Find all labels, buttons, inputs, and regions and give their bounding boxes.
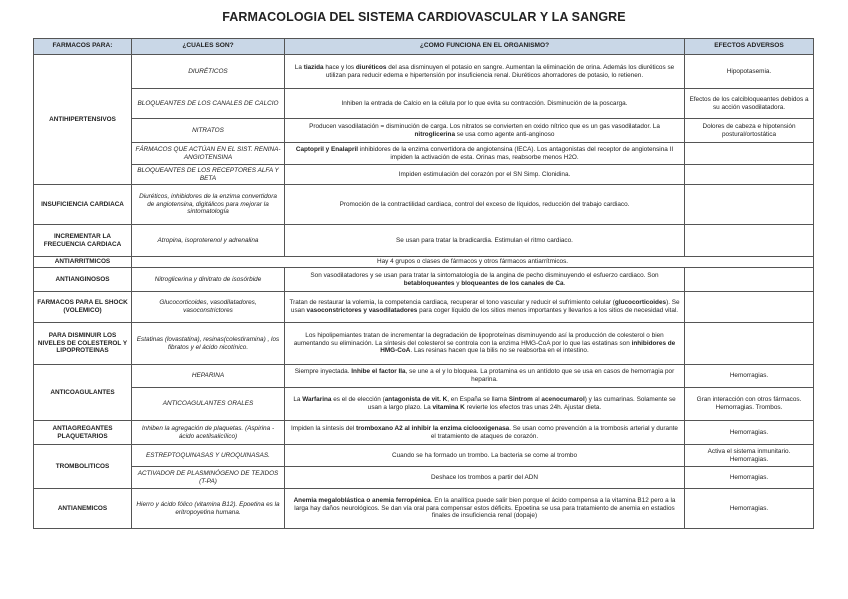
effects-anticoagulantes-orales: Gran interacción con otros fármacos. Hemorragias. Trombos. bbox=[685, 388, 814, 421]
desc-bloqueantes-calcio: Inhiben la entrada de Calcio en la célula por lo que evita su contracción. Disminución de la poscarga. bbox=[285, 89, 685, 119]
table-row bbox=[34, 489, 814, 529]
table-row bbox=[34, 388, 814, 421]
drug-insuficiencia: Diuréticos, inhibidores de la enzima convertidora de angiotensina, digitálicos para mejorar la sintomatología bbox=[132, 185, 285, 225]
drug-antiagregantes: Inhiben la agregación de plaquetas. (Aspirina - ácido acetilsalicílico) bbox=[132, 421, 285, 445]
effects-shock bbox=[685, 292, 814, 323]
effects-renina-angiotensina bbox=[685, 143, 814, 165]
effects-nitratos: Dolores de cabeza e hipotensión postural/ortostática bbox=[685, 119, 814, 143]
desc-shock: Tratan de restaurar la volemia, la competencia cardiaca, recuperar el tono vascular y reducir el sufrimiento celular (glucocorticoides). Se usan vasoconstrictores y vasodilatadores para coger líquido de los sitios menos importantes y llevarlos a los sitios de necesidad vital. bbox=[285, 292, 685, 323]
desc-colesterol: Los hipolipemiantes tratan de incrementar la degradación de lipoproteínas disminuyendo así la producción de colesterol o bien aumentando su eliminación. La síntesis del colesterol se controla con la enzima HMG-CoA por lo que las estatinas son inhibidores de HMG-CoA. Las resinas hacen que la bilis no se reabsorba en el intestino. bbox=[285, 323, 685, 365]
desc-estreptoquinasas: Cuando se ha formado un trombo. La bacteria se come al trombo bbox=[285, 445, 685, 467]
desc-insuficiencia: Promoción de la contractilidad cardiaca, control del exceso de líquidos, reducción del trabajo cardiaco. bbox=[285, 185, 685, 225]
category-antiarritmicos: ANTIARRITMICOS bbox=[34, 257, 132, 268]
effects-alfa-beta bbox=[685, 165, 814, 185]
desc-alfa-beta: Impiden estimulación del corazón por el SN Simp. Clonidina. bbox=[285, 165, 685, 185]
effects-estreptoquinasas: Activa el sistema inmunitario. Hemorragias. bbox=[685, 445, 814, 467]
page-title: FARMACOLOGIA DEL SISTEMA CARDIOVASCULAR Y LA SANGRE bbox=[222, 10, 626, 24]
table-row bbox=[34, 268, 814, 292]
effects-colesterol bbox=[685, 323, 814, 365]
table-row bbox=[34, 467, 814, 489]
drug-shock: Glucocorticoides, vasodilatadores, vasoconstrictores bbox=[132, 292, 285, 323]
desc-diureticos: La tiazida hace y los diuréticos del asa disminuyen el potasio en sangre. Aumentan la eliminación de orina. Además los diuréticos se utilizan para reducir edema e hipertensión por insuficiencia renal. Diuréticos ahorradores de potasio, lo retienen. bbox=[285, 55, 685, 89]
category-antiagregantes: ANTIAGREGANTES PLAQUETARIOS bbox=[34, 421, 132, 445]
drug-diureticos: DIURÉTICOS bbox=[132, 55, 285, 89]
desc-antiarritmicos: Hay 4 grupos o clases de fármacos y otros fármacos antiarrítmicos. bbox=[132, 257, 814, 268]
desc-nitratos: Producen vasodilatación = disminución de carga. Los nitratos se convierten en oxido nítrico que es un gas vasodilatador. La nitroglicerina se usa como agente anti-anginoso bbox=[285, 119, 685, 143]
table-row bbox=[34, 257, 814, 268]
drug-antianginosos: Nitroglicerina y dinitrato de isosórbide bbox=[132, 268, 285, 292]
desc-heparina: Siempre inyectada. Inhibe el factor IIa, se une a el y lo bloquea. La protamina es un antídoto que se usa en casos de hemorragia por heparina. bbox=[285, 365, 685, 388]
drug-colesterol: Estatinas (lovastatina), resinas(colestiramina) , los fibratos y el ácido nicotínico. bbox=[132, 323, 285, 365]
header-efectos-adversos: EFECTOS ADVERSOS bbox=[685, 39, 814, 55]
table-row bbox=[34, 89, 814, 119]
category-anticoagulantes: ANTICOAGULANTES bbox=[34, 365, 132, 421]
drug-heparina: HEPARINA bbox=[132, 365, 285, 388]
effects-antianginosos bbox=[685, 268, 814, 292]
effects-heparina: Hemorragias. bbox=[685, 365, 814, 388]
effects-antianemicos: Hemorragias. bbox=[685, 489, 814, 529]
drug-frecuencia: Atropina, isoproterenol y adrenalina bbox=[132, 225, 285, 257]
table-row bbox=[34, 165, 814, 185]
desc-frecuencia: Se usan para tratar la bradicardia. Estimulan el ritmo cardiaco. bbox=[285, 225, 685, 257]
desc-antianginosos: Son vasodilatadores y se usan para tratar la sintomatología de la angina de pecho disminuyendo el esfuerzo cardiaco. Son betabloqueantes y bloqueantes de los canales de Ca. bbox=[285, 268, 685, 292]
table-row bbox=[34, 292, 814, 323]
drug-estreptoquinasas: ESTREPTOQUINASAS Y UROQUINASAS. bbox=[132, 445, 285, 467]
category-insuficiencia-cardiaca: INSUFICIENCIA CARDIACA bbox=[34, 185, 132, 225]
desc-activador-plasminogeno: Deshace los trombos a partir del ADN bbox=[285, 467, 685, 489]
desc-antianemicos: Anemia megaloblástica o anemia ferropénica. En la analítica puede salir bien porque el ácido compensa a la vitamina B12 pero a la larga hay daños neurológicos. Se dan vía oral para compensar estos déficits. Epoetina se usa para tratamiento de anemia en estadios finales de insuficiencia renal (dopaje) bbox=[285, 489, 685, 529]
header-farmacos-para: FARMACOS PARA: bbox=[34, 39, 132, 55]
table-row bbox=[34, 323, 814, 365]
table-row bbox=[34, 119, 814, 143]
effects-diureticos: Hipopotasemia. bbox=[685, 55, 814, 89]
category-tromboliticos: TROMBOLITICOS bbox=[34, 445, 132, 489]
table-row bbox=[34, 421, 814, 445]
table-header-row bbox=[34, 39, 814, 55]
category-antihipertensivos: ANTIHIPERTENSIVOS bbox=[34, 55, 132, 185]
effects-bloqueantes-calcio: Efectos de los calcibloqueantes debidos a su acción vasodilatadora. bbox=[685, 89, 814, 119]
table-row bbox=[34, 185, 814, 225]
category-colesterol: PARA DISMINUIR LOS NIVELES DE COLESTEROL Y LIPOPROTEINAS bbox=[34, 323, 132, 365]
desc-antiagregantes: Impiden la síntesis del tromboxano A2 al inhibir la enzima ciclooxigenasa. Se usan como prevención a la trombosis arterial y durante el tratamiento de ataques de corazón. bbox=[285, 421, 685, 445]
table-row bbox=[34, 143, 814, 165]
header-como-funciona: ¿COMO FUNCIONA EN EL ORGANISMO? bbox=[285, 39, 685, 55]
table-row bbox=[34, 55, 814, 89]
category-antianginosos: ANTIANGINOSOS bbox=[34, 268, 132, 292]
pharmacology-table bbox=[33, 38, 814, 529]
category-antianemicos: ANTIANEMICOS bbox=[34, 489, 132, 529]
effects-antiagregantes: Hemorragias. bbox=[685, 421, 814, 445]
desc-renina-angiotensina: Captopril y Enalapril inhibidores de la enzima convertidora de angiotensina (IECA). Los antagonistas del receptor de angiotensina II impiden la activación de esta. Orinas mas, reabsorbe menos H2O. bbox=[285, 143, 685, 165]
header-cuales-son: ¿CUALES SON? bbox=[132, 39, 285, 55]
drug-bloqueantes-calcio: BLOQUEANTES DE LOS CANALES DE CALCIO bbox=[132, 89, 285, 119]
drug-antianemicos: Hierro y ácido fólico (vitamina B12). Epoetina es la eritropoyetina humana. bbox=[132, 489, 285, 529]
category-frecuencia-cardiaca: INCREMENTAR LA FRECUENCIA CARDIACA bbox=[34, 225, 132, 257]
effects-insuficiencia bbox=[685, 185, 814, 225]
drug-nitratos: NITRATOS bbox=[132, 119, 285, 143]
drug-alfa-beta: BLOQUEANTES DE LOS RECEPTORES ALFA Y BETA bbox=[132, 165, 285, 185]
table-row bbox=[34, 225, 814, 257]
category-shock: FARMACOS PARA EL SHOCK (VOLEMICO) bbox=[34, 292, 132, 323]
drug-anticoagulantes-orales: ANTICOAGULANTES ORALES bbox=[132, 388, 285, 421]
table-row bbox=[34, 365, 814, 388]
desc-anticoagulantes-orales: La Warfarina es el de elección (antagonista de vit. K, en España se llama Sintrom al acenocumarol) y las cumarinas. Solamente se usan a largo plazo. La vitamina K revierte los efectos tras unas 24h. Ajustar dieta. bbox=[285, 388, 685, 421]
drug-renina-angiotensina: FÁRMACOS QUE ACTÚAN EN EL SIST. RENINA-ANGIOTENSINA bbox=[132, 143, 285, 165]
drug-activador-plasminogeno: ACTIVADOR DE PLASMINÓGENO DE TEJIDOS (T-PA) bbox=[132, 467, 285, 489]
table-row bbox=[34, 445, 814, 467]
effects-activador-plasminogeno: Hemorragias. bbox=[685, 467, 814, 489]
effects-frecuencia bbox=[685, 225, 814, 257]
